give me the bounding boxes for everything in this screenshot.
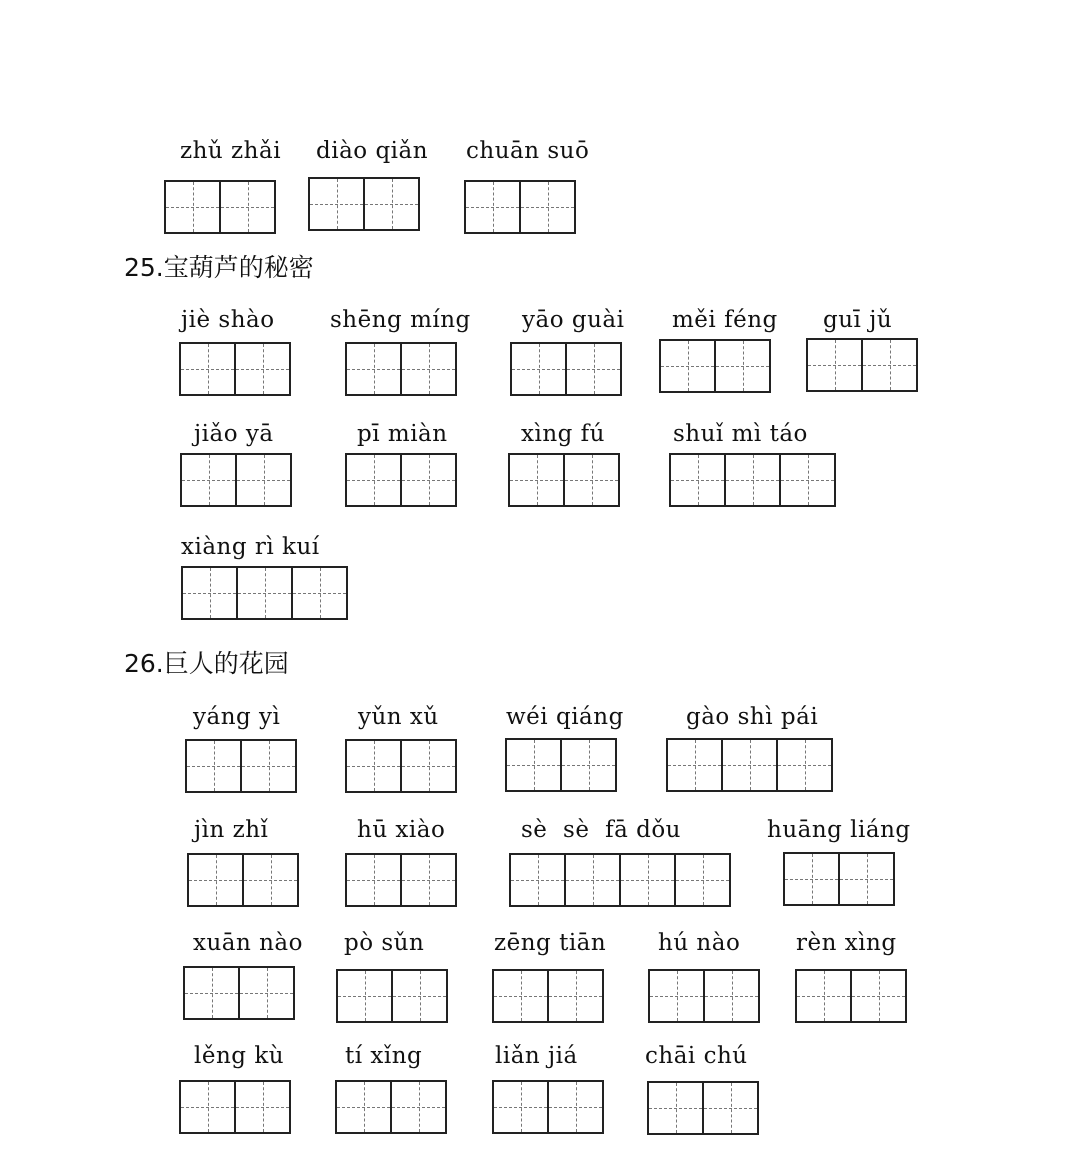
grid-cell[interactable] <box>723 738 778 792</box>
writing-grid[interactable] <box>336 969 448 1023</box>
pinyin-label: chāi chú <box>645 1043 748 1069</box>
grid-cell[interactable] <box>650 969 705 1023</box>
grid-cell[interactable] <box>863 338 918 392</box>
grid-cell[interactable] <box>244 853 299 907</box>
grid-cell[interactable] <box>221 180 276 234</box>
grid-cell[interactable] <box>507 738 562 792</box>
grid-cell[interactable] <box>402 342 457 396</box>
grid-cell[interactable] <box>676 853 731 907</box>
writing-grid[interactable] <box>308 177 420 231</box>
grid-cell[interactable] <box>510 453 565 507</box>
writing-grid[interactable] <box>179 1080 291 1134</box>
grid-cell[interactable] <box>566 853 621 907</box>
grid-cell[interactable] <box>347 853 402 907</box>
writing-grid[interactable] <box>659 339 771 393</box>
section-title: 26.巨人的花园 <box>124 649 289 678</box>
grid-cell[interactable] <box>466 180 521 234</box>
writing-grid[interactable] <box>795 969 907 1023</box>
pinyin-label: xìng fú <box>521 421 605 447</box>
pinyin-label: sè sè fā dǒu <box>521 817 681 843</box>
writing-grid[interactable] <box>464 180 576 234</box>
grid-cell[interactable] <box>392 1080 447 1134</box>
writing-grid[interactable] <box>648 969 760 1023</box>
grid-cell[interactable] <box>402 853 457 907</box>
pinyin-label: jiè shào <box>181 307 275 333</box>
grid-cell[interactable] <box>562 738 617 792</box>
grid-cell[interactable] <box>521 180 576 234</box>
pinyin-label: shēng míng <box>330 307 471 333</box>
writing-grid[interactable] <box>187 853 299 907</box>
writing-grid[interactable] <box>783 852 895 906</box>
grid-cell[interactable] <box>705 969 760 1023</box>
writing-grid[interactable] <box>345 739 457 793</box>
grid-cell[interactable] <box>237 453 292 507</box>
pinyin-label: pī miàn <box>357 421 448 447</box>
grid-cell[interactable] <box>347 342 402 396</box>
pinyin-label: jiǎo yā <box>194 421 274 447</box>
grid-cell[interactable] <box>238 566 293 620</box>
pinyin-label: diào qiǎn <box>316 138 429 164</box>
pinyin-label: xuān nào <box>193 930 303 956</box>
pinyin-label: lěng kù <box>194 1043 285 1069</box>
grid-cell[interactable] <box>365 177 420 231</box>
pinyin-label: xiàng rì kuí <box>181 534 320 560</box>
writing-grid[interactable] <box>345 342 457 396</box>
pinyin-label: jìn zhǐ <box>194 817 269 843</box>
grid-cell[interactable] <box>310 177 365 231</box>
grid-cell[interactable] <box>726 453 781 507</box>
writing-grid[interactable] <box>508 453 620 507</box>
grid-cell[interactable] <box>181 1080 236 1134</box>
pinyin-label: guī jǔ <box>823 307 893 333</box>
grid-cell[interactable] <box>183 566 238 620</box>
pinyin-label: pò sǔn <box>344 930 425 956</box>
writing-grid[interactable] <box>666 738 833 792</box>
grid-cell[interactable] <box>785 852 840 906</box>
writing-grid[interactable] <box>509 853 731 907</box>
pinyin-label: zēng tiān <box>494 930 607 956</box>
grid-cell[interactable] <box>494 1080 549 1134</box>
pinyin-label: liǎn jiá <box>495 1043 578 1069</box>
grid-cell[interactable] <box>668 738 723 792</box>
writing-grid[interactable] <box>492 1080 604 1134</box>
pinyin-label: chuān suō <box>466 138 590 164</box>
pinyin-label: yāo guài <box>522 307 625 333</box>
pinyin-label: wéi qiáng <box>506 704 624 730</box>
grid-cell[interactable] <box>347 739 402 793</box>
grid-cell[interactable] <box>242 739 297 793</box>
pinyin-label: tí xǐng <box>345 1043 423 1069</box>
grid-cell[interactable] <box>236 342 291 396</box>
grid-cell[interactable] <box>393 969 448 1023</box>
grid-cell[interactable] <box>649 1081 704 1135</box>
writing-grid[interactable] <box>179 342 291 396</box>
pinyin-label: zhǔ zhǎi <box>180 138 282 164</box>
grid-cell[interactable] <box>166 180 221 234</box>
pinyin-label: hú nào <box>658 930 741 956</box>
grid-cell[interactable] <box>181 342 236 396</box>
writing-grid[interactable] <box>183 966 295 1020</box>
pinyin-label: hū xiào <box>357 817 446 843</box>
pinyin-label: yáng yì <box>193 704 281 730</box>
writing-grid[interactable] <box>806 338 918 392</box>
writing-grid[interactable] <box>345 853 457 907</box>
writing-grid[interactable] <box>647 1081 759 1135</box>
grid-cell[interactable] <box>236 1080 291 1134</box>
writing-grid[interactable] <box>669 453 836 507</box>
pinyin-label: yǔn xǔ <box>358 704 439 730</box>
grid-cell[interactable] <box>338 969 393 1023</box>
pinyin-label: shuǐ mì táo <box>673 421 808 447</box>
grid-cell[interactable] <box>567 342 622 396</box>
writing-grid[interactable] <box>505 738 617 792</box>
grid-cell[interactable] <box>621 853 676 907</box>
grid-cell[interactable] <box>182 453 237 507</box>
pinyin-label: měi féng <box>672 307 778 333</box>
grid-cell[interactable] <box>187 739 242 793</box>
writing-grid[interactable] <box>180 453 292 507</box>
grid-cell[interactable] <box>840 852 895 906</box>
grid-cell[interactable] <box>347 453 402 507</box>
writing-grid[interactable] <box>492 969 604 1023</box>
grid-cell[interactable] <box>778 738 833 792</box>
grid-cell[interactable] <box>512 342 567 396</box>
pinyin-label: huāng liáng <box>767 817 911 843</box>
writing-grid[interactable] <box>335 1080 447 1134</box>
grid-cell[interactable] <box>661 339 716 393</box>
writing-grid[interactable] <box>181 566 348 620</box>
grid-cell[interactable] <box>402 739 457 793</box>
grid-cell[interactable] <box>781 453 836 507</box>
grid-cell[interactable] <box>511 853 566 907</box>
grid-cell[interactable] <box>671 453 726 507</box>
grid-cell[interactable] <box>293 566 348 620</box>
writing-grid[interactable] <box>164 180 276 234</box>
grid-cell[interactable] <box>337 1080 392 1134</box>
grid-cell[interactable] <box>549 969 604 1023</box>
writing-grid[interactable] <box>510 342 622 396</box>
grid-cell[interactable] <box>704 1081 759 1135</box>
grid-cell[interactable] <box>808 338 863 392</box>
writing-grid[interactable] <box>345 453 457 507</box>
grid-cell[interactable] <box>549 1080 604 1134</box>
grid-cell[interactable] <box>565 453 620 507</box>
grid-cell[interactable] <box>852 969 907 1023</box>
grid-cell[interactable] <box>240 966 295 1020</box>
grid-cell[interactable] <box>189 853 244 907</box>
writing-grid[interactable] <box>185 739 297 793</box>
grid-cell[interactable] <box>402 453 457 507</box>
pinyin-label: gào shì pái <box>686 704 819 730</box>
grid-cell[interactable] <box>185 966 240 1020</box>
section-title: 25.宝葫芦的秘密 <box>124 253 314 282</box>
grid-cell[interactable] <box>716 339 771 393</box>
grid-cell[interactable] <box>494 969 549 1023</box>
pinyin-label: rèn xìng <box>796 930 897 956</box>
grid-cell[interactable] <box>797 969 852 1023</box>
